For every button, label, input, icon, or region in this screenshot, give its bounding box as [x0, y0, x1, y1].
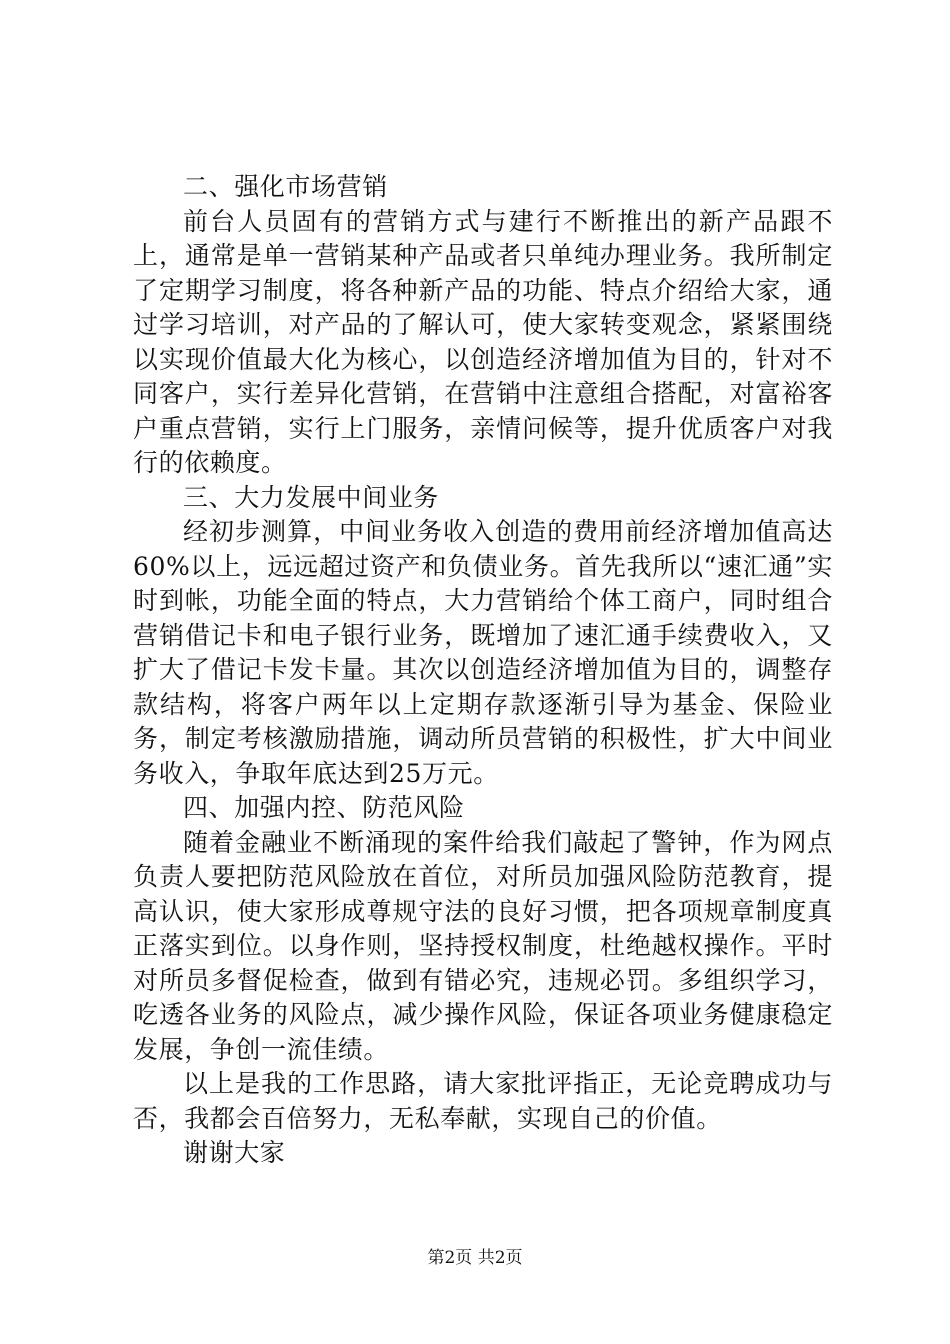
- paragraph-marketing: 前台人员固有的营销方式与建行不断推出的新产品跟不上，通常是单一营销某种产品或者只单纯办理业务。我所制定了定期学习制度，将各种新产品的功能、特点介绍给大家，通过学习培训，对产品的了解认可，使大家转变观念，紧紧围绕以实现价值最大化为核心，以创造经济增加值为目的，针对不同客户，实行差异化营销，在营销中注意组合搭配，对富裕客户重点营销，实行上门服务，亲情问候等，提升优质客户对我行的依赖度。: [133, 206, 833, 477]
- section-heading-intermediate-business: 三、大力发展中间业务: [183, 482, 440, 512]
- closing-thanks: 谢谢大家: [183, 1138, 286, 1167]
- page-number-footer: 第2页 共2页: [427, 1248, 523, 1268]
- paragraph-conclusion: 以上是我的工作思路，请大家批评指正，无论竞聘成功与否，我都会百倍努力，无私奉献，实现自己的价值。: [133, 1069, 833, 1133]
- section-heading-marketing: 二、强化市场营销: [183, 172, 388, 201]
- paragraph-internal-control: 随着金融业不断涌现的案件给我们敲起了警钟，作为网点负责人要把防范风险放在首位，对所员加强风险防范教育，提高认识，使大家形成尊规守法的良好习惯，把各项规章制度真正落实到位。以身作则，坚持授权制度，杜绝越权操作。平时对所员多督促检查，做到有错必究，违规必罚。多组织学习，吃透各业务的风险点，减少操作风险，保证各项业务健康稳定发展，争创一流佳绩。: [133, 827, 833, 1064]
- section-heading-internal-control: 四、加强内控、防范风险: [183, 793, 465, 822]
- document-body: [133, 170, 833, 1171]
- paragraph-intermediate-business: 经初步测算，中间业务收入创造的费用前经济增加值高达60%以上，远远超过资产和负债业务。首先我所以“速汇通”实时到帐，功能全面的特点，大力营销给个体工商户，同时组合营销借记卡和电子银行业务，既增加了速汇通手续费收入，又扩大了借记卡发卡量。其次以创造经济增加值为目的，调整存款结构，将客户两年以上定期存款逐渐引导为基金、保险业务，制定考核激励措施，调动所员营销的积极性，扩大中间业务收入，争取年底达到25万元。: [133, 517, 833, 788]
